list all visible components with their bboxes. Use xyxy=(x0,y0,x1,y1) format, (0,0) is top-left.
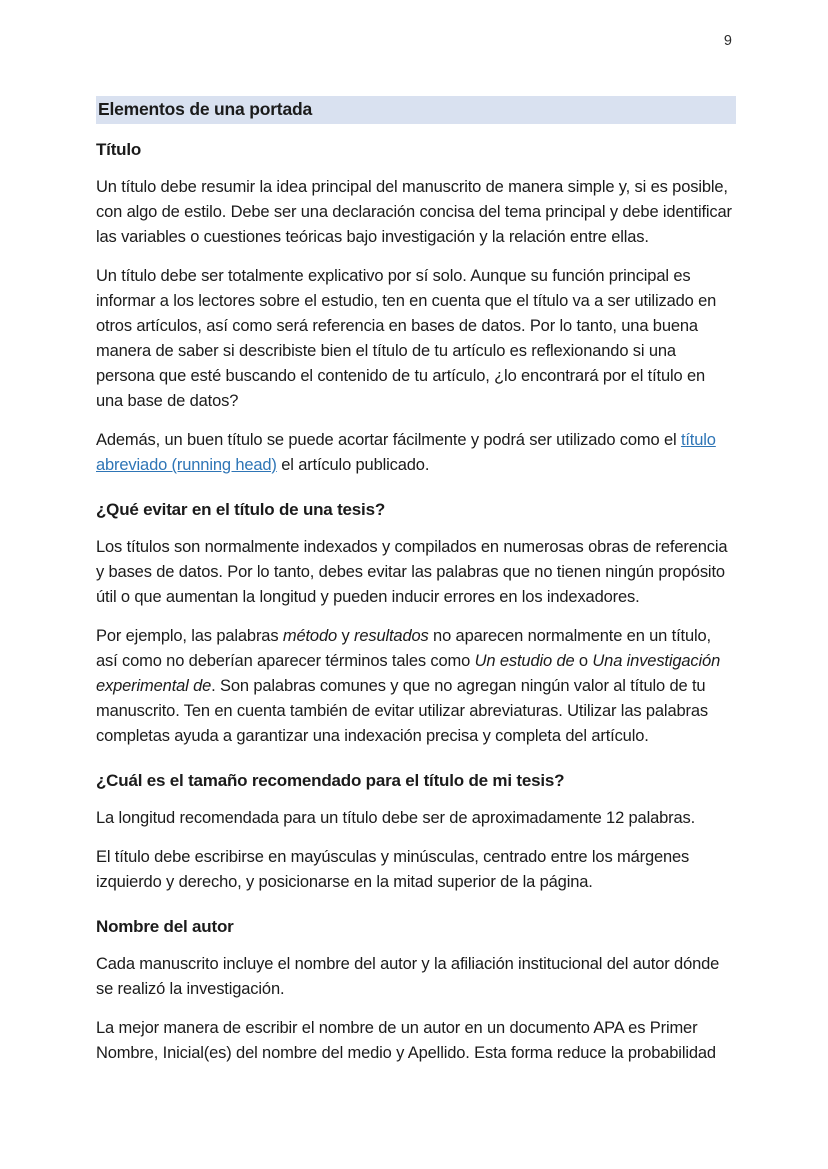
text-run: y xyxy=(337,627,354,645)
paragraph xyxy=(96,845,736,895)
section-heading xyxy=(96,916,736,937)
page-number: 9 xyxy=(723,33,732,49)
paragraph xyxy=(96,175,736,250)
text-run: Los títulos son normalmente indexados y compilados en numerosas obras de referencia y bases de datos. Por lo tanto, debes evitar las palabras que no tienen ningún propósito útil o que aumentan la longitud y pueden inducir errores en los indexadores. xyxy=(96,538,728,606)
text-run: ¿Qué evitar en el título de una tesis? xyxy=(96,500,386,519)
text-run: no aparecen normalmente en un título, así como no deberían aparecer términos tales como xyxy=(96,627,711,670)
text-run: el artículo publicado. xyxy=(276,456,430,474)
document-body xyxy=(96,139,736,1066)
paragraph xyxy=(96,1016,736,1066)
section-heading xyxy=(96,770,736,791)
text-run: La longitud recomendada para un título debe ser de aproximadamente 12 palabras. xyxy=(96,809,696,827)
section-banner xyxy=(96,96,736,124)
text-run: o xyxy=(574,652,593,670)
paragraph xyxy=(96,428,736,478)
paragraph xyxy=(96,952,736,1002)
text-run: Cada manuscrito incluye el nombre del autor y la afiliación institucional del autor dónde se realizó la investigación. xyxy=(96,955,720,998)
paragraph xyxy=(96,535,736,610)
text-run: Además, un buen título se puede acortar fácilmente y podrá ser utilizado como el xyxy=(96,431,681,449)
text-run: Por ejemplo, las palabras xyxy=(96,627,283,645)
italic-term: resultados xyxy=(353,627,429,645)
paragraph xyxy=(96,624,736,749)
text-run: El título debe escribirse en mayúsculas y minúsculas, centrado entre los márgenes izquierdo y derecho, y posicionarse en la mitad superior de la página. xyxy=(96,848,690,891)
italic-term: método xyxy=(282,627,338,645)
italic-term: Una investigación experimental de xyxy=(96,652,721,695)
text-run: Nombre del autor xyxy=(96,917,234,936)
paragraph xyxy=(96,264,736,414)
text-run: Un título debe resumir la idea principal del manuscrito de manera simple y, si es posible, con algo de estilo. Debe ser una declaración concisa del tema principal y debe identificar las variables o cuestiones teóricas bajo investigación y la relación entre ellas. xyxy=(96,178,732,246)
text-run: ¿Cuál es el tamaño recomendado para el título de mi tesis? xyxy=(96,771,565,790)
page-content xyxy=(96,96,736,1080)
text-run: La mejor manera de escribir el nombre de un autor en un documento APA es Primer Nombre, Inicial(es) del nombre del medio y Apellido. Esta forma reduce la probabilidad xyxy=(96,1019,716,1062)
running-head-link[interactable]: título abreviado (running head) xyxy=(96,431,716,474)
text-run: Un título debe ser totalmente explicativo por sí solo. Aunque su función principal es informar a los lectores sobre el estudio, ten en cuenta que el título va a ser utilizado en otros artículos, así como será referencia en bases de datos. Por lo tanto, una buena manera de saber si describiste bien el título de tu artículo es reflexionando si una persona que esté buscando el contenido de tu artículo, ¿lo encontrará por el título en una base de datos? xyxy=(96,267,717,410)
section-banner-title: Elementos de una portada xyxy=(98,99,312,119)
section-heading xyxy=(96,499,736,520)
section-heading xyxy=(96,139,736,160)
paragraph xyxy=(96,806,736,831)
italic-term: Un estudio de xyxy=(474,652,575,670)
text-run: Título xyxy=(96,140,142,159)
text-run: . Son palabras comunes y que no agregan ningún valor al título de tu manuscrito. Ten en cuenta también de evitar utilizar abreviaturas. Utilizar las palabras completas ayuda a garantizar una indexación precisa y completa del artículo. xyxy=(96,677,708,745)
